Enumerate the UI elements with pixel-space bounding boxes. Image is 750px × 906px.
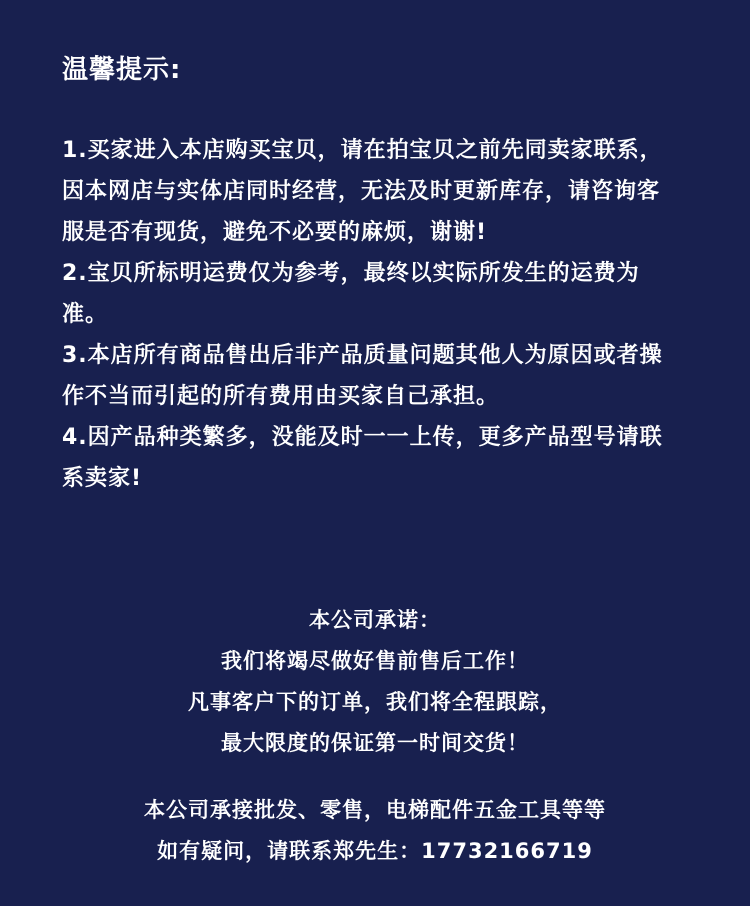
promise-line: 我们将竭尽做好售前售后工作！ (221, 649, 529, 673)
notice-item-contact-before-purchase: 1.买家进入本店购买宝贝，请在拍宝贝之前先同卖家联系，因本网店与实体店同时经营，无法及时更新库存，请咨询客服是否有现货，避免不必要的麻烦，谢谢! (62, 138, 663, 245)
company-promise (0, 600, 750, 764)
contact-phone: 如有疑问，请联系郑先生：17732166719 (157, 839, 593, 863)
notice-item-buyer-responsibility: 3.本店所有商品售出后非产品质量问题其他人为原因或者操作不当而引起的所有费用由买家自己承担。 (62, 343, 663, 409)
contact-info (0, 790, 750, 872)
promise-title: 本公司承诺： (309, 608, 441, 632)
business-scope: 本公司承接批发、零售，电梯配件五金工具等等 (144, 798, 606, 822)
notice-item-shipping-fee: 2.宝贝所标明运费仅为参考，最终以实际所发生的运费为准。 (62, 261, 640, 327)
promise-line: 最大限度的保证第一时间交货！ (221, 731, 529, 755)
notice-list (62, 130, 672, 499)
notice-item-more-products: 4.因产品种类繁多，没能及时一一上传，更多产品型号请联系卖家! (62, 425, 663, 491)
promise-line: 凡事客户下的订单，我们将全程跟踪， (188, 690, 562, 714)
notice-title: 温馨提示: (62, 55, 182, 85)
